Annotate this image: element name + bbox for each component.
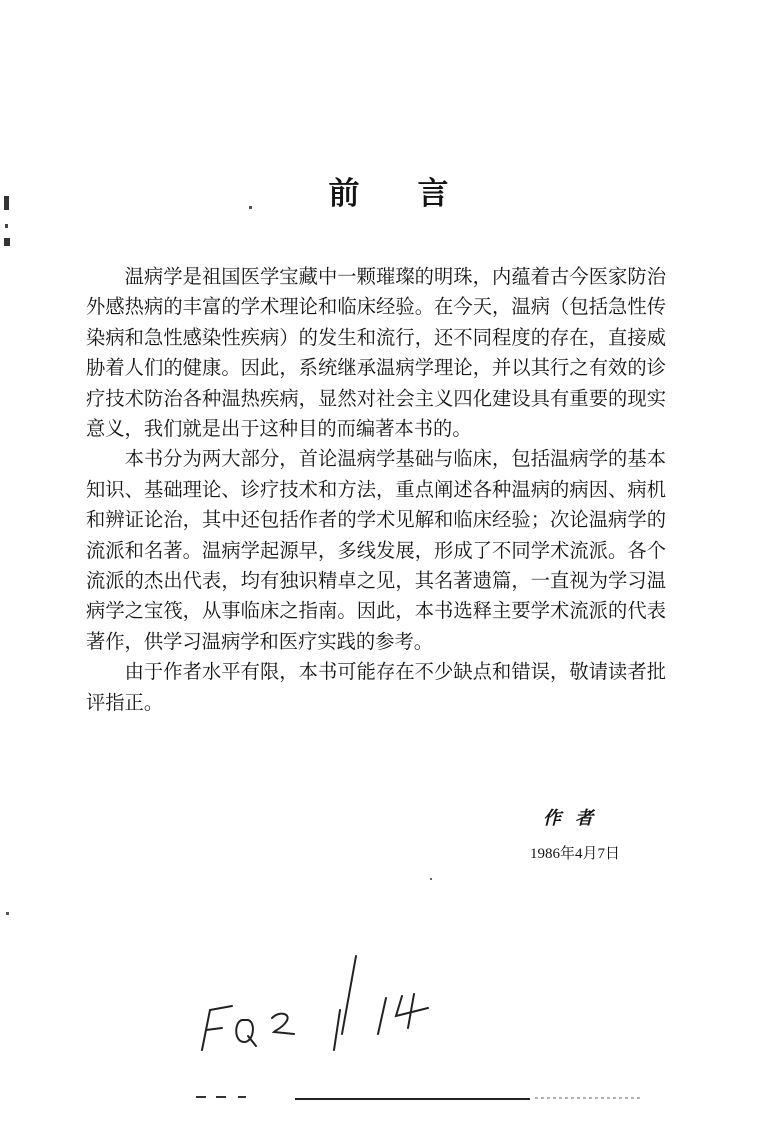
title-char-2: 言 xyxy=(417,176,449,212)
title-char-1: 前 xyxy=(328,176,360,212)
paragraph-1: 温病学是祖国医学宝藏中一颗璀璨的明珠，内蕴着古今医家防治外感热病的丰富的学术理论和临床经验。在今天，温病（包括急性传染病和急性感染性疾病）的发生和流行，还不同程度的存在，直接威胁着人们的健康。因此，系统继承温病学理论，并以其行之有效的诊疗技术防治各种温热疾病，显然对社会主义四化建设具有重要的现实意义，我们就是出于这种目的而编著本书的。 xyxy=(86,265,666,441)
paragraph-2: 本书分为两大部分，首论温病学基础与临床，包括温病学的基本知识、基础理论、诊疗技术和方法，重点阐述各种温病的病因、病机和辨证论治，其中还包括作者的学术见解和临床经验；次论温病学的流派和名著。温病学起源早，多线发展，形成了不同学术流派。各个流派的杰出代表，均有独识精卓之见，其名著遗篇，一直视为学习温病学之宝筏，从事临床之指南。因此，本书选释主要学术流派的代表著作，供学习温病学和医疗实践的参考。 xyxy=(86,447,666,653)
handwritten-note xyxy=(190,950,450,1060)
signature-date: 1986年4月7日 xyxy=(529,846,620,862)
signature-author: 作者 xyxy=(543,808,607,829)
paragraph-3: 由于作者水平有限，本书可能存在不少缺点和错误，敬请读者批评指正。 xyxy=(86,660,666,714)
